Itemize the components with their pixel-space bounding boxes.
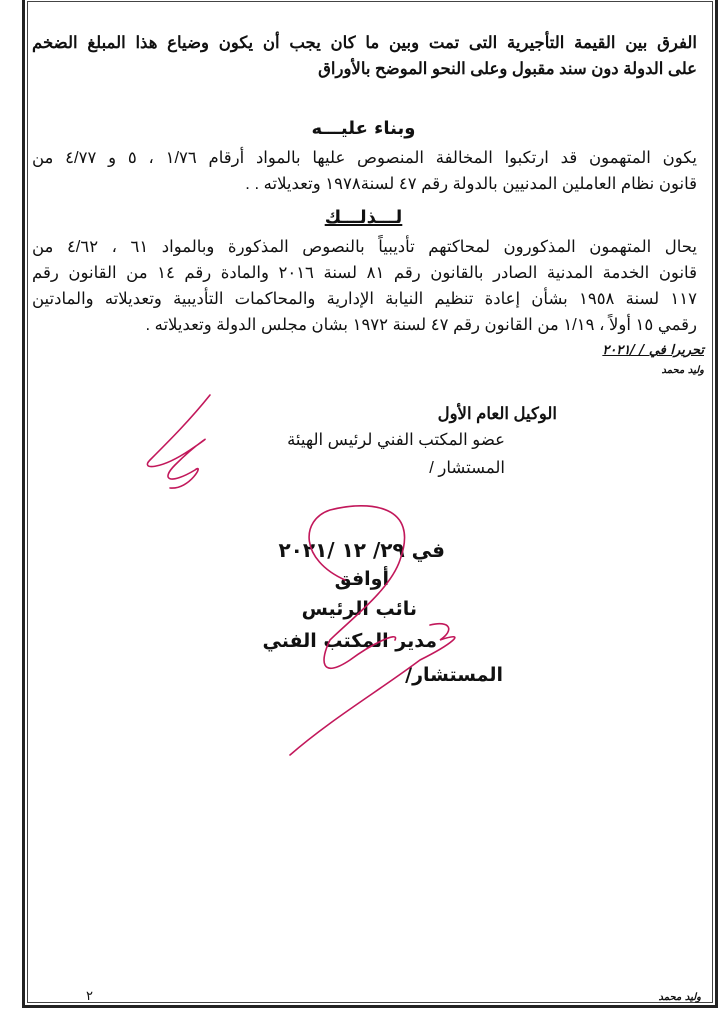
signatory-label: المستشار / — [429, 459, 505, 477]
page-number: ٢ — [86, 988, 93, 1003]
heading-accordingly: لـــذلـــك — [324, 207, 403, 228]
heading-therefore: وبناء عليـــه — [311, 118, 416, 139]
paragraph2-line: قانون نظام العاملين المدنيين بالدولة رقم ٤٧ لسنة١٩٧٨ وتعديلاته . . — [245, 175, 697, 193]
paragraph3-line: قانون الخدمة المدنية الصادر بالقانون رقم ٨١ لسنة ٢٠١٦ والمادة رقم ١٤ من القانون رقم — [32, 264, 697, 282]
approval-title: نائب الرئيس — [301, 598, 417, 620]
paragraph3-line: ١١٧ لسنة ١٩٥٨ بشأن إعادة تنظيم النيابة الإدارية والمحاكمات التأديبية وتعديلاته والمادتين — [32, 290, 697, 308]
paragraph1-line: الفرق بين القيمة التأجيرية التى تمت وبين ما كان يجب أن يكون وضياع هذا المبلغ الضخم — [32, 34, 697, 52]
typist-name: وليد محمد — [661, 365, 704, 376]
signatory-title: الوكيل العام الأول — [437, 405, 557, 423]
approval-approve: أوافق — [334, 568, 389, 590]
footer-typist: وليد محمد — [658, 992, 701, 1003]
paragraph1-line: على الدولة دون سند مقبول وعلى النحو الموضح بالأوراق — [318, 60, 697, 78]
approval-role: مدير المكتب الفني — [262, 630, 437, 652]
paragraph3-line: يحال المتهمون المذكورون لمحاكتهم تأديبياً بالنصوص المذكورة وبالمواد ٦١ ، ٤/٦٢ من — [32, 238, 697, 256]
signatory-role: عضو المكتب الفني لرئيس الهيئة — [287, 431, 505, 449]
approval-date: في ٢٩/ ١٢ /٢٠٢١ — [278, 538, 445, 562]
paragraph2-line: يكون المتهمون قد ارتكبوا المخالفة المنصوص عليها بالمواد أرقام ١/٧٦ ، ٥ و ٤/٧٧ من — [32, 149, 697, 167]
paragraph3-line: رقمي ١٥ أولاً ، ١/١٩ من القانون رقم ٤٧ لسنة ١٩٧٢ بشان مجلس الدولة وتعديلاته . — [145, 316, 697, 334]
written-on-date: تحريرا في / /٢٠٢١ — [602, 343, 704, 358]
approval-label: المستشار/ — [405, 664, 503, 686]
